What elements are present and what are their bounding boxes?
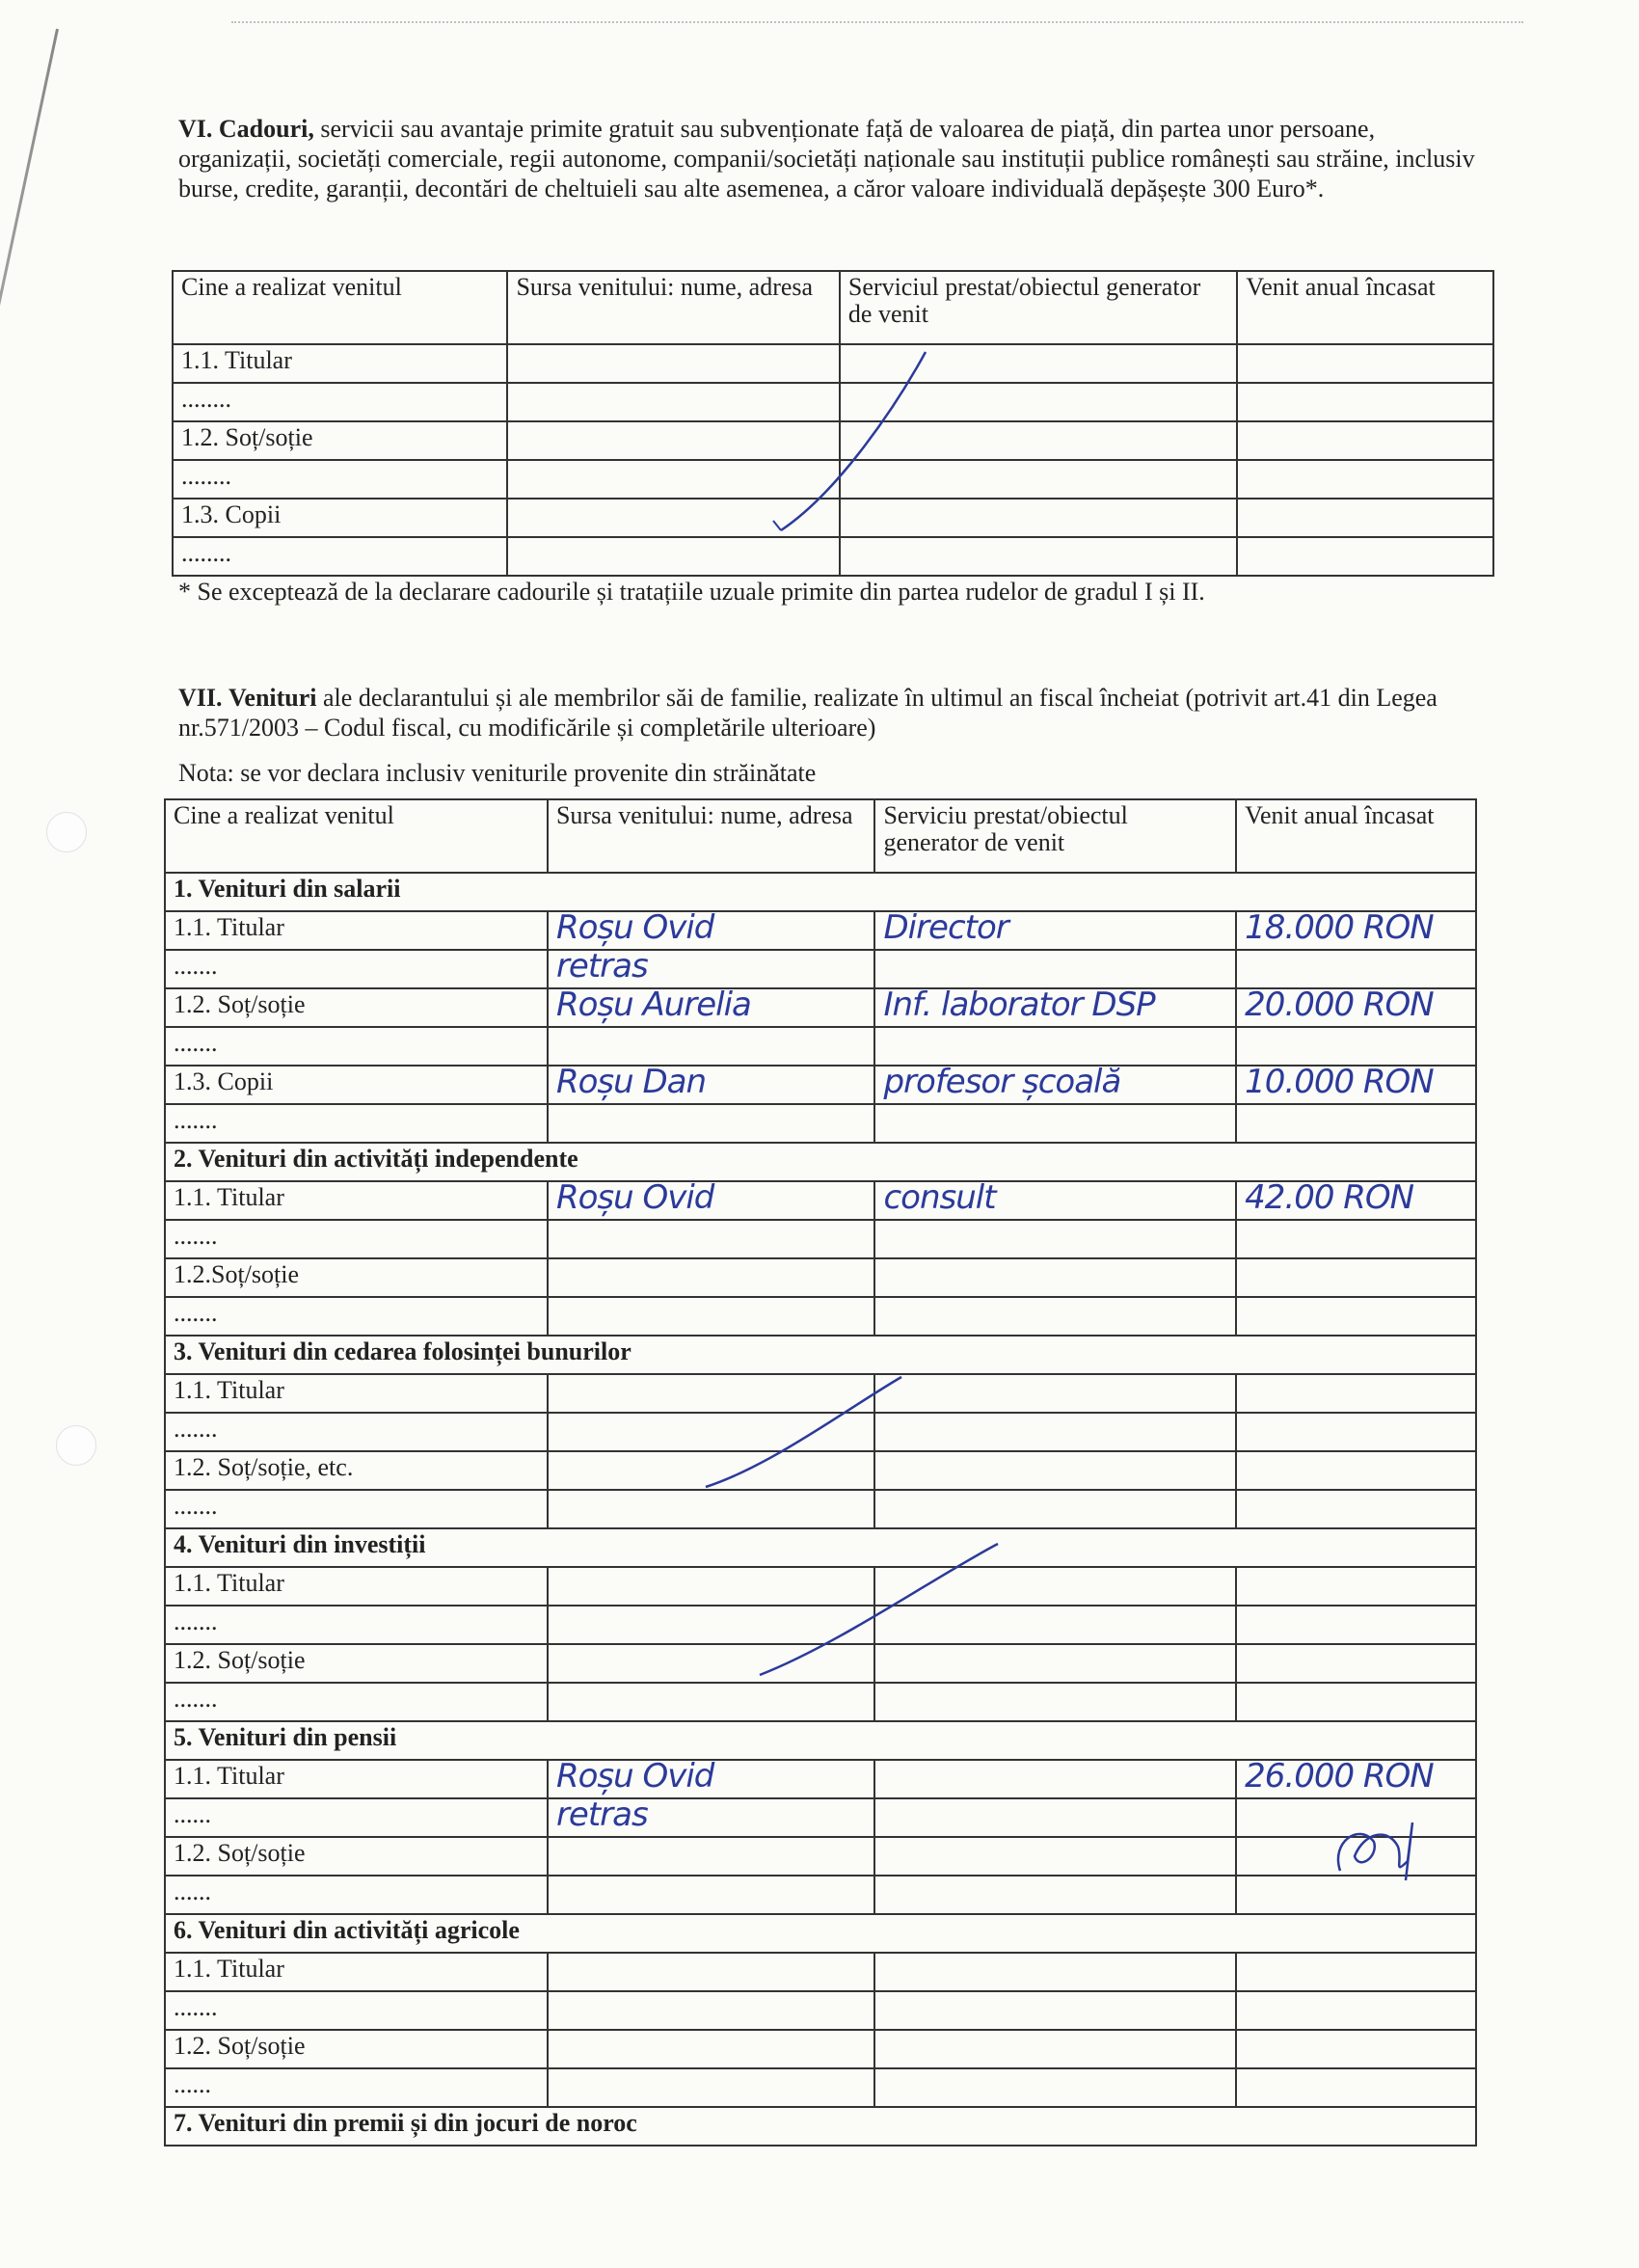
row-label-cell: 1.1. Titular xyxy=(173,344,507,383)
empty-cell xyxy=(1237,499,1493,537)
table-row xyxy=(165,2068,1476,2107)
punch-hole xyxy=(46,812,87,852)
income-cell xyxy=(1236,1683,1476,1721)
row-label-cell: ...... xyxy=(165,1798,548,1837)
empty-cell xyxy=(840,537,1237,576)
empty-cell xyxy=(1237,344,1493,383)
income-cell xyxy=(1236,1953,1476,1991)
empty-cell xyxy=(1237,537,1493,576)
row-label-cell: 1.2. Soț/soție xyxy=(165,988,548,1027)
row-label-cell: 1.1. Titular xyxy=(165,1374,548,1413)
handwritten-source: Roșu Dan xyxy=(555,1063,707,1101)
row-label-cell: ...... xyxy=(165,1876,548,1914)
section-vi-text: servicii sau avantaje primite gratuit sau subvenționate față de valoarea de piață, din partea unor persoane, organizații, societăți comerciale, regii autonome, companii/societăți naționale sau instituții publice românești sau străine, inclusiv burse, credite, garanții, decontări de cheltuieli sau alte asemenea, a căror valoare individuală depășește 300 Euro*. xyxy=(178,115,1475,202)
strike-through-mark xyxy=(752,347,935,540)
source-cell xyxy=(548,988,875,1027)
income-cell xyxy=(1236,908,1476,950)
service-cell xyxy=(874,1413,1236,1451)
section-vii-note: Nota: se vor declara inclusiv veniturile provenite din străinătate xyxy=(178,759,817,787)
source-cell xyxy=(548,1876,875,1914)
income-cell xyxy=(1236,1104,1476,1143)
handwritten-source: Roșu Ovid xyxy=(555,1757,714,1796)
source-cell xyxy=(548,1953,875,1991)
table-row xyxy=(165,1837,1476,1876)
section-vii-title: Venituri xyxy=(228,684,317,712)
source-cell xyxy=(548,908,875,950)
section-vii-intro xyxy=(178,683,1485,742)
category-row xyxy=(165,1143,1476,1181)
source-cell xyxy=(548,1798,875,1837)
service-cell xyxy=(874,1991,1236,2030)
income-cell xyxy=(1236,1991,1476,2030)
section-vii-text: ale declarantului și ale membrilor săi de familie, realizate în ultimul an fiscal încheiat (potrivit art.41 din Legea nr.571/2003 – Codul fiscal, cu modificările și completările ulterioare) xyxy=(178,684,1437,742)
table-row xyxy=(165,1258,1476,1297)
source-cell xyxy=(548,1297,875,1336)
income-cell xyxy=(1236,1258,1476,1297)
income-cell xyxy=(1236,1063,1476,1104)
row-label-cell: ....... xyxy=(165,1220,548,1258)
row-label-cell: 1.1. Titular xyxy=(165,1760,548,1798)
row-label-cell: ....... xyxy=(165,1413,548,1451)
handwritten-income: 18.000 RON xyxy=(1245,908,1434,947)
table-row xyxy=(165,1683,1476,1721)
category-title: 5. Venituri din pensii xyxy=(165,1721,1476,1760)
service-cell xyxy=(874,1876,1236,1914)
row-label-cell: 1.3. Copii xyxy=(165,1066,548,1104)
category-title: 2. Venituri din activități independente xyxy=(165,1143,1476,1181)
table-row xyxy=(165,911,1476,950)
source-cell xyxy=(548,2030,875,2068)
table-row xyxy=(165,988,1476,1027)
row-label-cell: ....... xyxy=(165,1297,548,1336)
handwritten-source: Roșu Ovid xyxy=(555,908,714,947)
source-cell xyxy=(548,1683,875,1721)
service-cell xyxy=(874,988,1236,1027)
income-cell xyxy=(1236,1178,1476,1220)
row-label-cell: 1.2. Soț/soție xyxy=(173,421,507,460)
table-row xyxy=(165,2030,1476,2068)
table-row xyxy=(165,1181,1476,1220)
service-cell xyxy=(874,1220,1236,1258)
source-cell xyxy=(548,1104,875,1143)
source-cell xyxy=(548,1027,875,1066)
punch-hole xyxy=(56,1425,96,1466)
handwritten-service: profesor școală xyxy=(883,1063,1121,1101)
handwritten-source: retras xyxy=(555,947,648,986)
handwritten-source: Roșu Ovid xyxy=(555,1178,714,1217)
row-label-cell: ....... xyxy=(165,1490,548,1528)
row-label-cell: ....... xyxy=(165,1991,548,2030)
table-row xyxy=(165,1027,1476,1066)
strike-through-mark xyxy=(752,1538,1003,1683)
service-cell xyxy=(874,1451,1236,1490)
header-cell: Serviciul prestat/obiectul generator de venit xyxy=(840,271,1237,344)
income-cell xyxy=(1236,1451,1476,1490)
row-label-cell: ........ xyxy=(173,537,507,576)
service-cell xyxy=(874,2068,1236,2107)
handwritten-service: consult xyxy=(883,1178,996,1217)
service-cell xyxy=(874,1027,1236,1066)
category-title: 1. Venituri din salarii xyxy=(165,873,1476,911)
row-label-cell: ....... xyxy=(165,1683,548,1721)
category-row xyxy=(165,1336,1476,1374)
section-vi-footnote: * Se exceptează de la declarare cadourile și tratațiile uzuale primite din partea rudelor de gradul I și II. xyxy=(178,578,1205,606)
handwritten-source: retras xyxy=(555,1796,648,1834)
service-cell xyxy=(874,950,1236,988)
service-cell xyxy=(874,1760,1236,1798)
income-cell xyxy=(1236,1490,1476,1528)
service-cell xyxy=(874,1258,1236,1297)
service-cell xyxy=(874,1837,1236,1876)
empty-cell xyxy=(1237,383,1493,421)
service-cell xyxy=(874,1104,1236,1143)
income-cell xyxy=(1236,2030,1476,2068)
handwritten-service: Inf. laborator DSP xyxy=(883,986,1155,1024)
handwritten-income: 42.00 RON xyxy=(1245,1178,1414,1217)
table-row xyxy=(173,537,1493,576)
service-cell xyxy=(874,2030,1236,2068)
table-row xyxy=(165,1066,1476,1104)
row-label-cell: ....... xyxy=(165,950,548,988)
row-label-cell: 1.3. Copii xyxy=(173,499,507,537)
section-vi-title: Cadouri, xyxy=(218,115,314,143)
header-cell: Venit anual încasat xyxy=(1237,271,1493,344)
section-vi-intro xyxy=(178,114,1485,203)
income-cell xyxy=(1236,1413,1476,1451)
service-cell xyxy=(874,1798,1236,1837)
category-title: 6. Venituri din activități agricole xyxy=(165,1914,1476,1953)
category-row xyxy=(165,1914,1476,1953)
row-label-cell: ........ xyxy=(173,383,507,421)
service-cell xyxy=(874,1953,1236,1991)
handwritten-income: 20.000 RON xyxy=(1245,986,1434,1024)
table-row xyxy=(165,1876,1476,1914)
category-row xyxy=(165,873,1476,911)
empty-cell xyxy=(1237,460,1493,499)
row-label-cell: 1.2. Soț/soție, etc. xyxy=(165,1451,548,1490)
service-cell xyxy=(874,1063,1236,1104)
category-title: 3. Venituri din cedarea folosinței bunurilor xyxy=(165,1336,1476,1374)
row-label-cell: ....... xyxy=(165,1104,548,1143)
handwritten-service: Director xyxy=(883,908,1008,947)
header-cell: Venit anual încasat xyxy=(1236,799,1476,873)
header-cell: Serviciu prestat/obiectul generator de venit xyxy=(874,799,1236,873)
category-title: 4. Venituri din investiții xyxy=(165,1528,1476,1567)
table-row xyxy=(165,1953,1476,1991)
header-cell: Sursa venitului: nume, adresa xyxy=(548,799,875,873)
income-cell xyxy=(1236,950,1476,988)
category-row xyxy=(165,1721,1476,1760)
row-label-cell: 1.1. Titular xyxy=(165,1181,548,1220)
table-row xyxy=(165,1220,1476,1258)
source-cell xyxy=(548,1258,875,1297)
handwritten-income: 10.000 RON xyxy=(1245,1063,1434,1101)
header-cell: Cine a realizat venitul xyxy=(165,799,548,873)
table-header-row xyxy=(173,271,1493,344)
category-title: 7. Venituri din premii și din jocuri de noroc xyxy=(165,2107,1476,2146)
category-row xyxy=(165,2107,1476,2146)
margin-mark xyxy=(0,29,59,557)
section-vii-number: VII. xyxy=(178,684,223,712)
income-cell xyxy=(1236,1027,1476,1066)
source-cell xyxy=(548,1063,875,1104)
income-cell xyxy=(1236,1220,1476,1258)
table-header-row xyxy=(165,799,1476,873)
table-row xyxy=(165,1760,1476,1798)
row-label-cell: ...... xyxy=(165,2068,548,2107)
row-label-cell: 1.2. Soț/soție xyxy=(165,1644,548,1683)
row-label-cell: 1.1. Titular xyxy=(165,911,548,950)
source-cell xyxy=(548,1220,875,1258)
service-cell xyxy=(874,1683,1236,1721)
income-cell xyxy=(1236,1757,1476,1798)
income-cell xyxy=(1236,1606,1476,1644)
source-cell xyxy=(548,1837,875,1876)
source-cell xyxy=(548,1490,875,1528)
table-row xyxy=(165,1798,1476,1837)
row-label-cell: 1.2. Soț/soție xyxy=(165,2030,548,2068)
handwritten-income: 26.000 RON xyxy=(1245,1757,1434,1796)
service-cell xyxy=(874,1297,1236,1336)
service-cell xyxy=(874,1178,1236,1220)
table-row xyxy=(165,1490,1476,1528)
income-cell xyxy=(1236,1297,1476,1336)
income-cell xyxy=(1236,988,1476,1027)
table-row xyxy=(165,1991,1476,2030)
empty-cell xyxy=(507,537,839,576)
header-cell: Sursa venitului: nume, adresa xyxy=(507,271,839,344)
source-cell xyxy=(548,947,875,988)
income-cell xyxy=(1236,1567,1476,1606)
source-cell xyxy=(548,2068,875,2107)
row-label-cell: ....... xyxy=(165,1606,548,1644)
income-cell xyxy=(1236,1644,1476,1683)
table-row xyxy=(165,950,1476,988)
row-label-cell: 1.1. Titular xyxy=(165,1953,548,1991)
source-cell xyxy=(548,1757,875,1798)
row-label-cell: 1.2.Soț/soție xyxy=(165,1258,548,1297)
income-cell xyxy=(1236,2068,1476,2107)
service-cell xyxy=(874,908,1236,950)
scan-artifact-line xyxy=(231,21,1523,33)
row-label-cell: 1.2. Soț/soție xyxy=(165,1837,548,1876)
strike-through-mark xyxy=(694,1369,906,1495)
row-label-cell: 1.1. Titular xyxy=(165,1567,548,1606)
row-label-cell: ....... xyxy=(165,1027,548,1066)
table-row xyxy=(165,1104,1476,1143)
handwritten-source: Roșu Aurelia xyxy=(555,986,751,1024)
header-cell: Cine a realizat venitul xyxy=(173,271,507,344)
income-cell xyxy=(1236,1374,1476,1413)
row-label-cell: ........ xyxy=(173,460,507,499)
source-cell xyxy=(548,1178,875,1220)
empty-cell xyxy=(1237,421,1493,460)
service-cell xyxy=(874,1490,1236,1528)
service-cell xyxy=(874,1374,1236,1413)
table-row xyxy=(165,1297,1476,1336)
section-vi-number: VI. xyxy=(178,115,213,143)
signature-icon xyxy=(1321,1803,1427,1890)
source-cell xyxy=(548,1991,875,2030)
